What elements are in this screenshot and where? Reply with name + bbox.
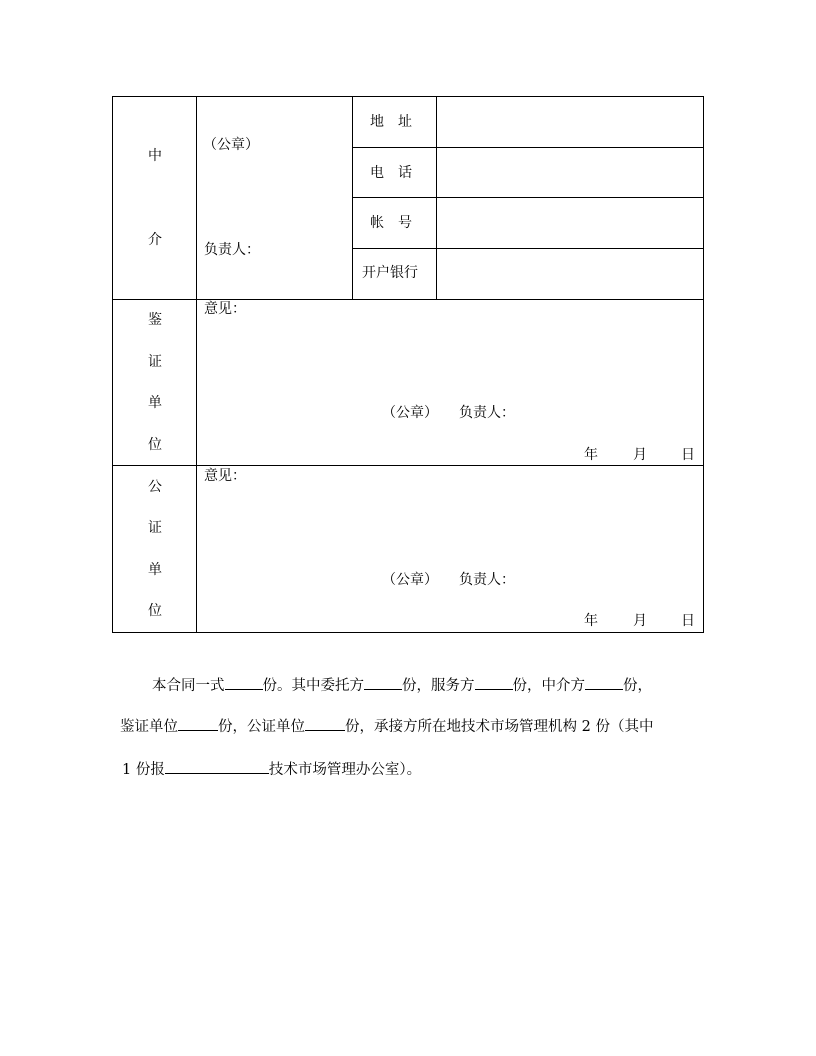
- copies-text-market-authority: 份，承接方所在地技术市场管理机构 2 份（其中: [345, 719, 654, 735]
- account-label: 帐 号: [370, 215, 412, 231]
- copies-text-verification: 鉴证单位: [120, 719, 178, 735]
- total-copies-blank[interactable]: [225, 675, 263, 690]
- intermediary-field-value-left-line: [436, 96, 437, 300]
- verification-side-char-4: 位: [148, 437, 162, 453]
- table-bottom-border: [112, 632, 704, 633]
- intermediary-responsible-label: 负责人：: [204, 242, 260, 258]
- notarization-year-label: 年: [584, 613, 598, 629]
- notarization-seal-label: （公章）: [382, 572, 438, 588]
- table-right-border: [703, 96, 704, 633]
- verification-month-label: 月: [633, 447, 647, 463]
- intermediary-side-label-1: 中: [148, 148, 162, 164]
- address-label: 地 址: [370, 114, 412, 130]
- intermediary-side-label-2: 介: [148, 232, 162, 248]
- verification-opinion-label: 意见：: [204, 301, 246, 317]
- verification-seal-label: （公章）: [382, 405, 438, 421]
- copies-text-report: 1 份报: [122, 762, 165, 778]
- notarization-day-label: 日: [681, 613, 695, 629]
- verification-copies-blank[interactable]: [178, 716, 218, 731]
- label-column-divider: [196, 96, 197, 633]
- notarization-month-label: 月: [633, 613, 647, 629]
- notarization-side-char-4: 位: [148, 603, 162, 619]
- notarization-side-char-2: 证: [148, 520, 162, 536]
- copies-text-intermediary: 份，中介方: [512, 678, 585, 694]
- copies-text-total: 本合同一式: [152, 678, 225, 694]
- bank-label: 开户银行: [362, 265, 418, 281]
- notarization-copies-blank[interactable]: [305, 716, 345, 731]
- verification-side-char-3: 单: [148, 395, 162, 411]
- copies-text-end-1: 份，: [623, 678, 652, 694]
- notarization-opinion-label: 意见：: [204, 468, 246, 484]
- verification-day-label: 日: [681, 447, 695, 463]
- verification-responsible-label: 负责人：: [459, 405, 515, 421]
- notarization-side-char-1: 公: [148, 479, 162, 495]
- copies-statement-line-3: [122, 759, 421, 780]
- intermediary-row-line-2: [352, 197, 704, 198]
- copies-text-service: 份，服务方: [402, 678, 475, 694]
- divider-intermediary-verification: [112, 299, 704, 300]
- divider-verification-notarization: [112, 465, 704, 466]
- verification-side-char-1: 鉴: [148, 312, 162, 328]
- notarization-responsible-label: 负责人：: [459, 572, 515, 588]
- verification-side-char-2: 证: [148, 354, 162, 370]
- notarization-side-char-3: 单: [148, 562, 162, 578]
- copies-statement-line-1: [152, 675, 652, 696]
- intermediary-field-label-left-line: [352, 96, 353, 300]
- table-left-border: [112, 96, 113, 633]
- client-copies-blank[interactable]: [364, 675, 402, 690]
- copies-text-notarization: 份，公证单位: [218, 719, 305, 735]
- copies-statement-line-2: [120, 716, 653, 737]
- copies-text-market-office: 技术市场管理办公室）。: [268, 762, 422, 778]
- copies-text-client: 份。其中委托方: [262, 678, 364, 694]
- intermediary-seal-label: （公章）: [203, 137, 259, 153]
- verification-year-label: 年: [584, 447, 598, 463]
- service-copies-blank[interactable]: [475, 675, 513, 690]
- intermediary-copies-blank[interactable]: [585, 675, 623, 690]
- phone-label: 电 话: [370, 165, 412, 181]
- table-top-border: [112, 96, 704, 97]
- market-office-blank[interactable]: [165, 759, 269, 774]
- intermediary-row-line-3: [352, 248, 704, 249]
- intermediary-row-line-1: [352, 147, 704, 148]
